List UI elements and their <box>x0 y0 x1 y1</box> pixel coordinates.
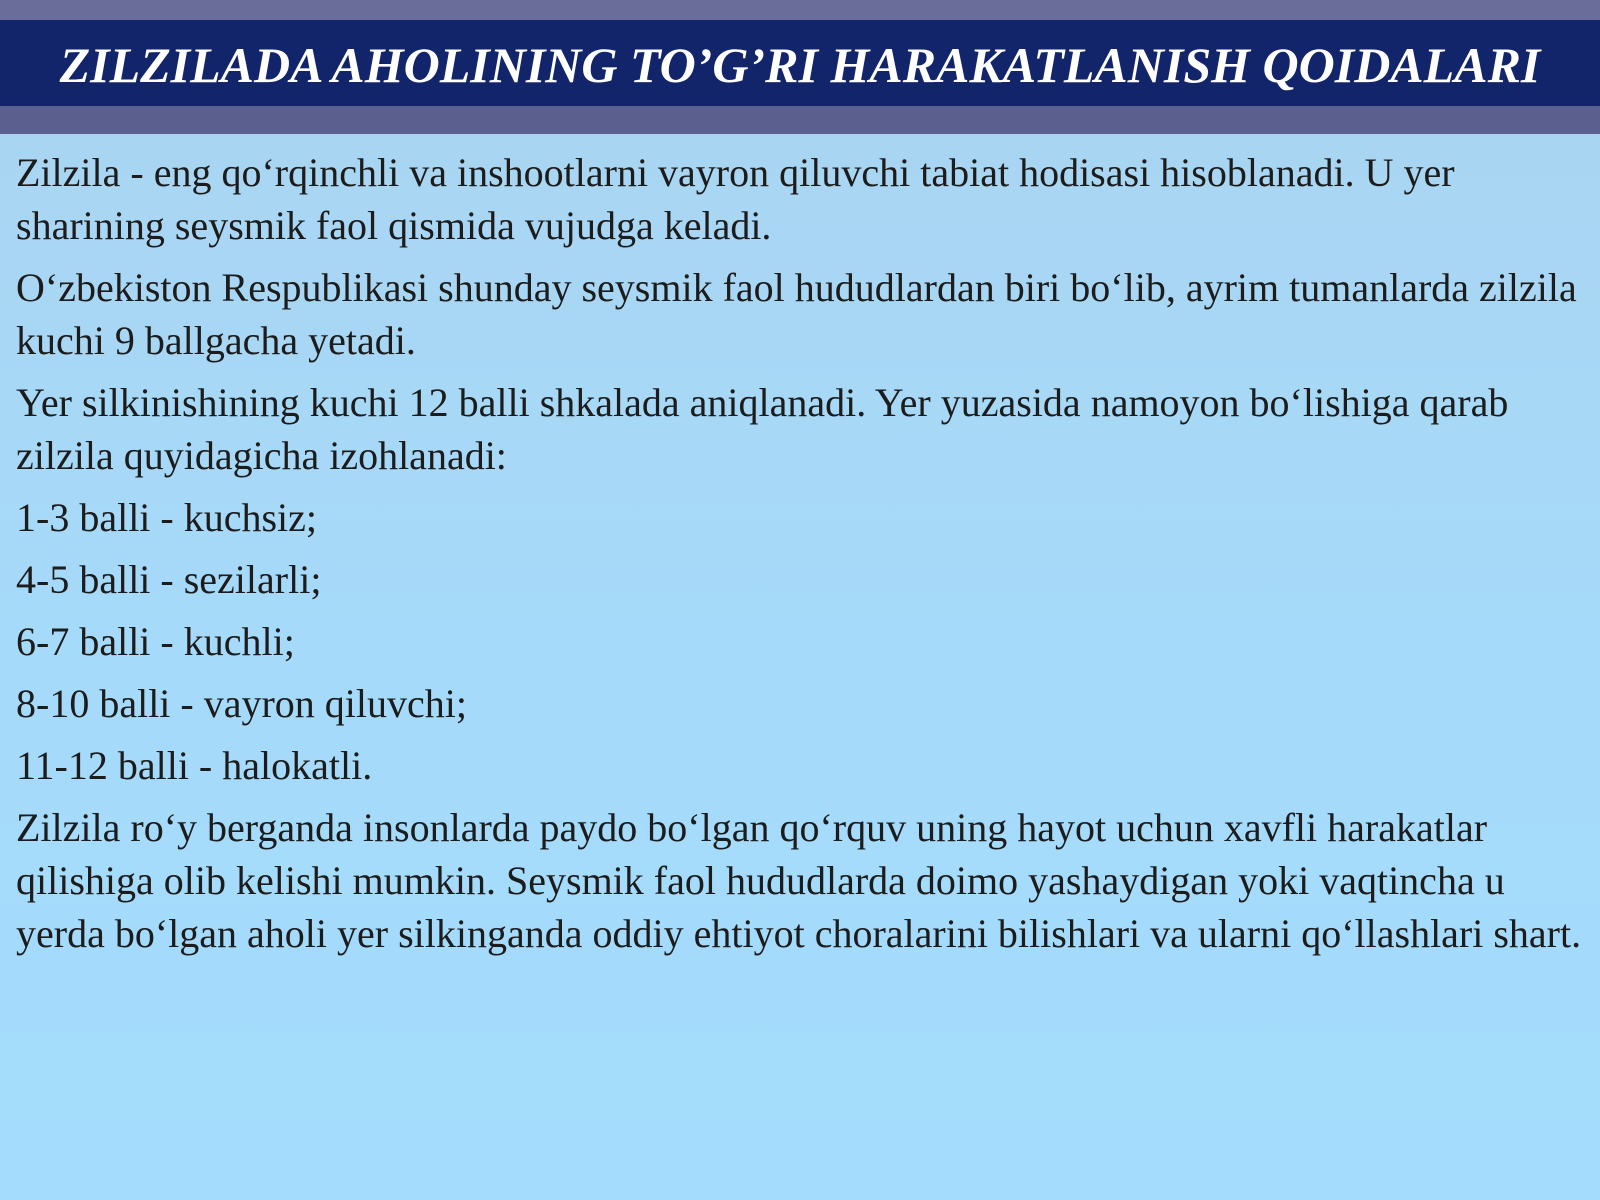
scale-item-strong: 6-7 balli - kuchli; <box>16 619 295 664</box>
paragraph-intro: Zilzila - eng qo‘rqinchli va inshootlarni vayron qiluvchi tabiat hodisasi hisoblanadi. U yer sharining seysmik faol qismida vujudga keladi. <box>16 150 1455 248</box>
scale-item-weak: 1-3 balli - kuchsiz; <box>16 495 318 540</box>
paragraph-precautions: Zilzila ro‘y berganda insonlarda paydo bo‘lgan qo‘rquv uning hayot uchun xavfli harakatlar qilishiga olib kelishi mumkin. Seysmik faol hududlarda doimo yashaydigan yoki vaqtincha u yerda bo‘lgan aholi yer silkinganda oddiy ehtiyot choralarini bilishlari va ularni qo‘llashlari shart. <box>16 805 1582 956</box>
paragraph-scale: Yer silkinishining kuchi 12 balli shkalada aniqlanadi. Yer yuzasida namoyon bo‘lishiga qarab zilzila quyidagicha izohlanadi: <box>16 380 1509 478</box>
title-bar <box>0 20 1600 106</box>
scale-item-destructive: 8-10 balli - vayron qiluvchi; <box>16 681 468 726</box>
paragraph-uzbekistan: O‘zbekiston Respublikasi shunday seysmik faol hududlardan biri bo‘lib, ayrim tumanlarda zilzila kuchi 9 ballgacha yetadi. <box>16 265 1577 363</box>
slide-body <box>16 146 1586 969</box>
header-stripe <box>0 0 1600 20</box>
scale-item-catastrophic: 11-12 balli - halokatli. <box>16 743 373 788</box>
slide-title: ZILZILADA AHOLINING TO’G’RI HARAKATLANISH QOIDALARI <box>59 37 1541 93</box>
scale-item-noticeable: 4-5 balli - sezilarli; <box>16 557 322 602</box>
